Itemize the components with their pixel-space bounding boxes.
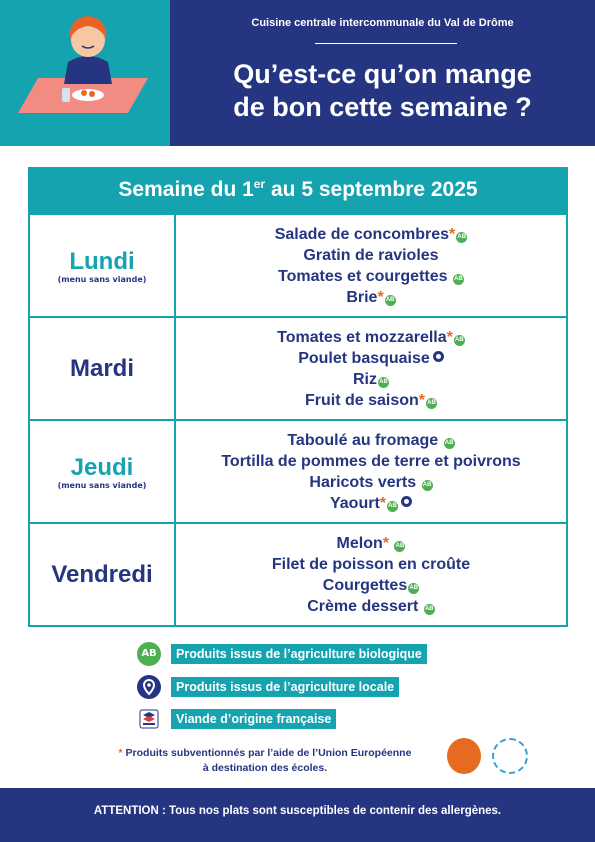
day-note: (menu sans viande) <box>57 274 147 284</box>
menu-table <box>28 213 568 627</box>
page-title <box>170 58 595 124</box>
day-name: Jeudi <box>70 453 134 481</box>
dish: Haricots verts AB <box>309 474 432 491</box>
organic-icon: AB <box>378 377 389 388</box>
organic-icon: AB <box>422 480 433 491</box>
dish: Melon* AB <box>336 535 405 552</box>
location-pin-icon <box>401 496 412 507</box>
dish: Gratin de ravioles <box>303 247 439 264</box>
header-illustration-panel <box>0 0 170 146</box>
location-pin-icon <box>137 675 161 699</box>
dish-list <box>176 215 566 316</box>
location-pin-icon <box>433 351 444 362</box>
page-title-line-1: Qu’est-ce qu’on mange <box>233 59 532 89</box>
legend-label: Viande d’origine française <box>171 709 336 729</box>
dish: Riz AB <box>353 371 388 388</box>
day-name: Vendredi <box>51 560 153 588</box>
week-title-suffix: au 5 septembre 2025 <box>265 178 478 201</box>
day-cell <box>30 215 176 316</box>
dish: Crème dessert AB <box>307 598 434 615</box>
dish-list <box>176 421 566 522</box>
organic-icon: AB <box>137 642 161 666</box>
dish: Poulet basquaise <box>298 348 444 369</box>
week-title-sup: er <box>253 177 266 191</box>
day-name: Mardi <box>69 354 134 382</box>
eu-star: * <box>382 535 389 552</box>
french-meat-label-icon <box>137 707 161 731</box>
legend-label: Produits issus de l’agriculture biologique <box>171 644 427 664</box>
eu-subsidy-note <box>60 746 470 776</box>
organic-icon: AB <box>387 501 398 512</box>
child-eating-illustration <box>0 0 170 146</box>
dish-list <box>176 524 566 625</box>
organic-icon: AB <box>444 438 455 449</box>
dish: Yaourt* AB <box>330 493 412 514</box>
day-name: Lundi <box>69 247 135 275</box>
eu-star: * <box>446 329 453 346</box>
eu-star: * <box>418 392 426 409</box>
week-title-prefix: Semaine du 1 <box>118 178 254 201</box>
organic-icon: AB <box>424 604 435 615</box>
dish: Fruit de saison* AB <box>304 392 436 409</box>
page-title-line-2: de bon cette semaine ? <box>233 92 532 122</box>
eu-note-line-2: à destination des écoles. <box>202 762 328 774</box>
day-cell <box>30 524 176 625</box>
organic-icon: AB <box>408 583 419 594</box>
menu-row-lundi <box>30 215 566 316</box>
organization-name: Cuisine centrale intercommunale du Val de Drôme <box>251 17 514 29</box>
organic-icon: AB <box>456 232 467 243</box>
day-note: (menu sans viande) <box>57 480 147 490</box>
dish: Filet de poisson en croûte <box>271 556 471 573</box>
dish: Brie* AB <box>346 289 395 306</box>
legend-label: Produits issus de l’agriculture locale <box>171 677 399 697</box>
header-banner <box>170 0 595 146</box>
dish-list <box>176 318 566 419</box>
dish: Taboulé au fromage AB <box>287 432 454 449</box>
dish: Salade de concombres* AB <box>274 226 467 243</box>
dish: Tomates et courgettes AB <box>278 268 463 285</box>
day-cell <box>30 318 176 419</box>
eu-note-line-1: * Produits subventionnés par l’aide de l’Union Européenne <box>118 747 412 759</box>
dish: Tomates et mozzarella* AB <box>277 329 464 346</box>
organic-icon: AB <box>454 335 465 346</box>
week-title <box>28 167 568 213</box>
menu-row-vendredi <box>30 522 566 625</box>
day-cell <box>30 421 176 522</box>
organic-icon: AB <box>453 274 464 285</box>
organic-icon: AB <box>426 398 437 409</box>
organic-icon: AB <box>394 541 405 552</box>
eu-star: * <box>377 289 384 306</box>
menu-row-mardi <box>30 316 566 419</box>
menu-row-jeudi <box>30 419 566 522</box>
dish: Tortilla de pommes de terre et poivrons <box>221 453 521 470</box>
organic-icon: AB <box>385 295 396 306</box>
header-divider <box>315 43 457 44</box>
allergen-footer: ATTENTION : Tous nos plats sont susceptibles de contenir des allergènes. <box>0 788 595 842</box>
dish: Courgettes AB <box>322 577 419 594</box>
milk-program-logo <box>492 738 528 774</box>
fruit-program-logo <box>447 738 481 774</box>
eu-star: * <box>379 495 387 512</box>
eu-star: * <box>449 226 456 243</box>
